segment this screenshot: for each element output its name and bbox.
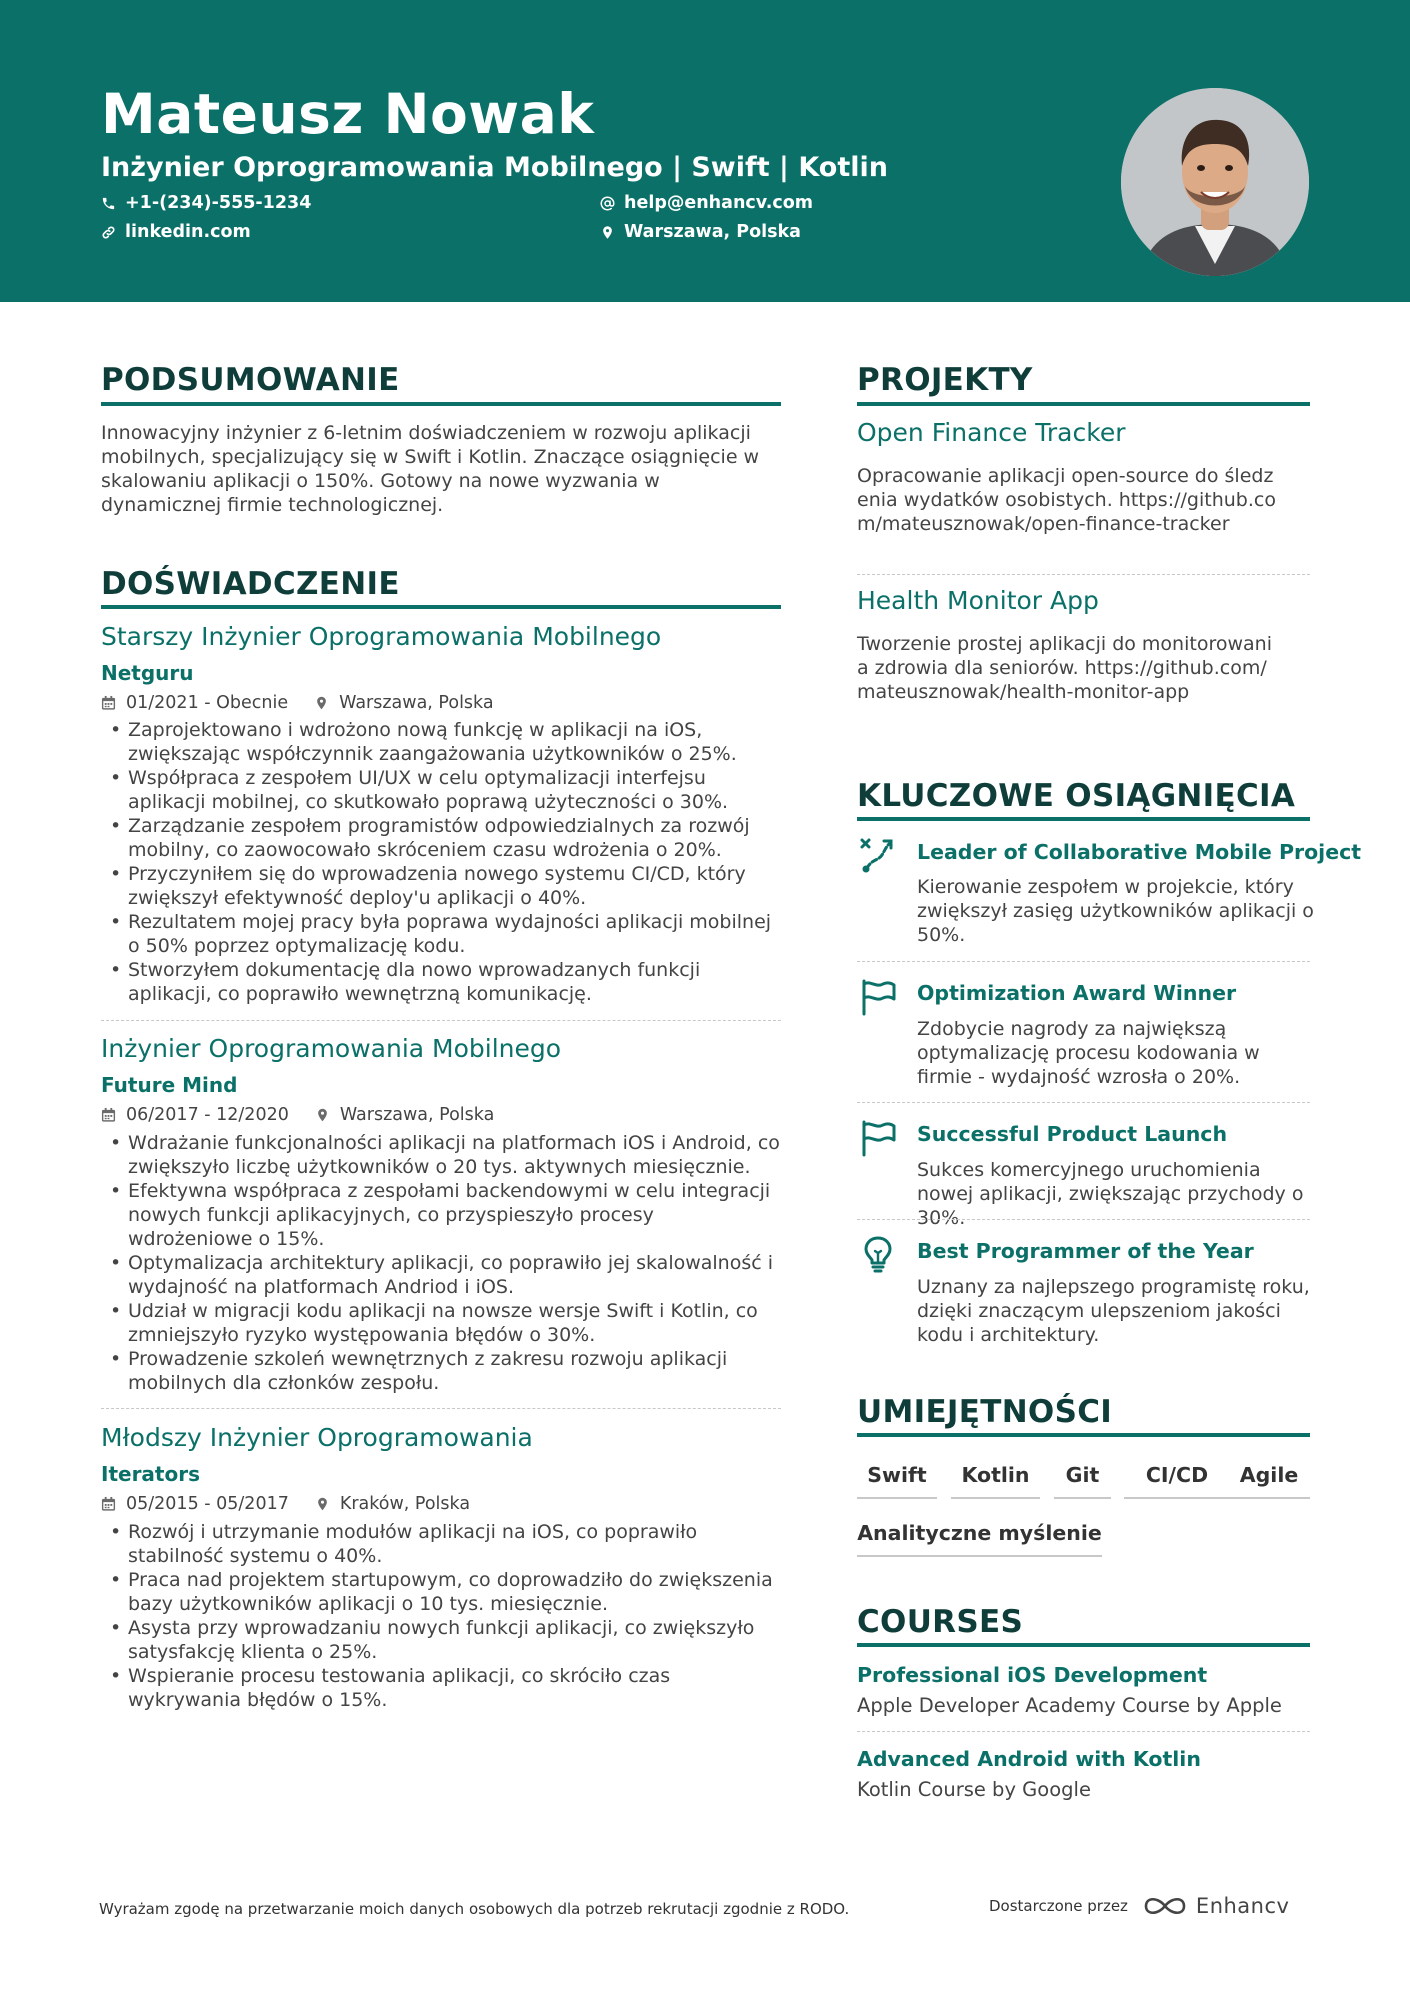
achievement-description: Uznany za najlepszego programistę roku, dzięki znaczącym ulepszeniom jakości kodu i architektury. bbox=[917, 1276, 1310, 1346]
link-icon bbox=[101, 225, 116, 240]
location-pin-icon bbox=[315, 1107, 330, 1123]
achievement-title: Best Programmer of the Year bbox=[917, 1239, 1254, 1263]
list-item: • Zaprojektowano i wdrożono nową funkcję w aplikacji na iOS, zwiększając współczynnik zaangażowania użytkowników o 25%. bbox=[101, 718, 781, 766]
skill-tag: Swift bbox=[857, 1463, 937, 1499]
achievement-separator bbox=[857, 961, 1310, 962]
list-item: • Wspieranie procesu testowania aplikacji, co skróciło czas wykrywania błędów o 15%. bbox=[101, 1664, 781, 1712]
flag-icon bbox=[858, 1118, 898, 1158]
job-dates: 06/2017 - 12/2020 bbox=[126, 1105, 289, 1125]
achievement-title: Optimization Award Winner bbox=[917, 981, 1237, 1005]
phone-text: +1-(234)-555-1234 bbox=[125, 193, 312, 213]
candidate-title: Inżynier Oprogramowania Mobilnego | Swift | Kotlin bbox=[101, 152, 888, 183]
job-meta bbox=[101, 1494, 470, 1514]
job-role: Starszy Inżynier Oprogramowania Mobilnego bbox=[101, 622, 662, 651]
job-meta bbox=[101, 1105, 494, 1125]
list-item: • Optymalizacja architektury aplikacji, co poprawiło jej skalowalność i wydajność na platformach Andriod i iOS. bbox=[101, 1251, 781, 1299]
list-item: • Stworzyłem dokumentację dla nowo wprowadzanych funkcji aplikacji, co poprawiło wewnętrzną komunikację. bbox=[101, 958, 781, 1006]
job-separator bbox=[101, 1408, 781, 1409]
courses-heading: COURSES bbox=[857, 1604, 1024, 1640]
job-role: Młodszy Inżynier Oprogramowania bbox=[101, 1423, 533, 1452]
achievements-divider bbox=[857, 817, 1310, 821]
project-title: Health Monitor App bbox=[857, 586, 1099, 615]
achievements-heading: KLUCZOWE OSIĄGNIĘCIA bbox=[857, 778, 1296, 814]
job-location: Warszawa, Polska bbox=[339, 1105, 495, 1125]
skill-tag: Analityczne myślenie bbox=[857, 1521, 1102, 1557]
list-item: • Przyczyniłem się do wprowadzenia nowego systemu CI/CD, który zwiększył efektywność deploy'u aplikacji o 40%. bbox=[101, 862, 781, 910]
phone-contact[interactable] bbox=[101, 193, 311, 213]
course-provider: Apple Developer Academy Course by Apple bbox=[857, 1694, 1282, 1717]
job-dates: 05/2015 - 05/2017 bbox=[126, 1494, 289, 1514]
course-provider: Kotlin Course by Google bbox=[857, 1778, 1091, 1801]
job-company: Future Mind bbox=[101, 1073, 238, 1097]
list-item: • Udział w migracji kodu aplikacji na nowsze wersje Swift i Kotlin, co zmniejszyło ryzyko występowania błędów o 30%. bbox=[101, 1299, 781, 1347]
list-item: • Praca nad projektem startupowym, co doprowadziło do zwiększenia bazy użytkowników aplikacji o 10 tys. miesięcznie. bbox=[101, 1568, 781, 1616]
skill-tag: Git bbox=[1054, 1463, 1111, 1499]
job-location: Warszawa, Polska bbox=[339, 693, 494, 713]
job-company: Netguru bbox=[101, 661, 194, 685]
achievement-description: Zdobycie nagrody za największą optymalizację procesu kodowania w firmie - wydajność wzrosła o 20%. bbox=[917, 1018, 1260, 1088]
experience-heading: DOŚWIADCZENIE bbox=[101, 566, 400, 602]
location-contact bbox=[600, 222, 801, 242]
achievement-separator bbox=[857, 1102, 1310, 1103]
list-item: • Prowadzenie szkoleń wewnętrznych z zakresu rozwoju aplikacji mobilnych dla członków zespołu. bbox=[101, 1347, 781, 1395]
skill-tag: Kotlin bbox=[951, 1463, 1040, 1499]
skills-divider bbox=[857, 1433, 1310, 1437]
achievement-separator bbox=[857, 1219, 1310, 1220]
location-pin-icon bbox=[314, 695, 329, 711]
project-title: Open Finance Tracker bbox=[857, 418, 1126, 447]
job-meta bbox=[101, 693, 494, 713]
at-sign-icon bbox=[600, 196, 615, 211]
candidate-name: Mateusz Nowak bbox=[101, 82, 595, 146]
project-description: Tworzenie prostej aplikacji do monitorowania zdrowia dla seniorów. https://github.com/mateusznowak/health-monitor-app bbox=[857, 633, 1272, 703]
job-separator bbox=[101, 1020, 781, 1021]
job-location: Kraków, Polska bbox=[339, 1494, 471, 1514]
skills-heading: UMIEJĘTNOŚCI bbox=[857, 1394, 1113, 1430]
location-text: Warszawa, Polska bbox=[624, 222, 801, 242]
job-dates: 01/2021 - Obecnie bbox=[126, 693, 289, 713]
list-item: • Efektywna współpraca z zespołami backendowymi w celu integracji nowych funkcji aplikacyjnych, co przyspieszyło procesy wdrożeniowe o 15%. bbox=[101, 1179, 781, 1251]
email-text: help@enhancv.com bbox=[624, 193, 814, 213]
project-separator bbox=[857, 574, 1310, 575]
resume-header bbox=[0, 0, 1410, 302]
list-item: • Asysta przy wprowadzaniu nowych funkcji aplikacji, co zwiększyło satysfakcję klienta o 25%. bbox=[101, 1616, 781, 1664]
powered-by[interactable] bbox=[989, 1893, 1289, 1919]
lightbulb-icon bbox=[858, 1234, 898, 1274]
calendar-icon bbox=[101, 1496, 116, 1512]
list-item: • Współpraca z zespołem UI/UX w celu optymalizacji interfejsu aplikacji mobilnej, co skutkowało poprawą użyteczności o 30%. bbox=[101, 766, 781, 814]
course-title: Professional iOS Development bbox=[857, 1663, 1208, 1687]
calendar-icon bbox=[101, 1107, 116, 1123]
projects-heading: PROJEKTY bbox=[857, 362, 1033, 398]
powered-by-text: Dostarczone przez bbox=[989, 1897, 1128, 1915]
location-pin-icon bbox=[315, 1496, 330, 1512]
projects-divider bbox=[857, 402, 1310, 406]
achievement-title: Successful Product Launch bbox=[917, 1122, 1228, 1146]
achievement-description: Sukces komercyjnego uruchomienia nowej aplikacji, zwiększając przychody o 30%. bbox=[917, 1159, 1304, 1229]
enhancv-logo-icon bbox=[1142, 1893, 1188, 1919]
courses-divider bbox=[857, 1643, 1310, 1647]
list-item: • Rezultatem mojej pracy była poprawa wydajności aplikacji mobilnej o 50% poprzez optymalizację kodu. bbox=[101, 910, 781, 958]
experience-divider bbox=[101, 605, 781, 609]
profile-photo bbox=[1121, 88, 1309, 276]
list-item: • Wdrażanie funkcjonalności aplikacji na platformach iOS i Android, co zwiększyło liczbę użytkowników o 20 tys. aktywnych miesięcznie. bbox=[101, 1131, 781, 1179]
email-contact[interactable] bbox=[600, 193, 813, 213]
course-separator bbox=[857, 1731, 1310, 1732]
summary-heading: PODSUMOWANIE bbox=[101, 362, 400, 398]
list-item: • Zarządzanie zespołem programistów odpowiedzialnych za rozwój mobilny, co zaowocowało skróceniem czasu wdrożenia o 20%. bbox=[101, 814, 781, 862]
project-description: Opracowanie aplikacji open-source do śledzenia wydatków osobistych. https://github.com/mateusznowak/open-finance-tracker bbox=[857, 465, 1276, 535]
strategy-icon bbox=[858, 835, 898, 875]
summary-text: Innowacyjny inżynier z 6-letnim doświadczeniem w rozwoju aplikacji mobilnych, specjalizujący się w Swift i Kotlin. Znaczące osiągnięcie w skalowaniu aplikacji o 150%. Gotowy na nowe wyzwania w dynamicznej firmie technologicznej. bbox=[101, 422, 760, 516]
linkedin-text: linkedin.com bbox=[125, 222, 251, 242]
job-role: Inżynier Oprogramowania Mobilnego bbox=[101, 1034, 562, 1063]
brand-name: Enhancv bbox=[1195, 1894, 1290, 1918]
flag-icon bbox=[858, 977, 898, 1017]
linkedin-contact[interactable] bbox=[101, 222, 251, 242]
summary-divider bbox=[101, 402, 781, 406]
skill-tag: CI/CD bbox=[1124, 1463, 1230, 1499]
course-title: Advanced Android with Kotlin bbox=[857, 1747, 1201, 1771]
calendar-icon bbox=[101, 695, 116, 711]
location-pin-icon bbox=[600, 225, 615, 240]
job-bullets bbox=[101, 1520, 781, 1712]
job-bullets bbox=[101, 718, 781, 1006]
skill-tag: Agile bbox=[1228, 1463, 1310, 1499]
achievement-title: Leader of Collaborative Mobile Project bbox=[917, 840, 1362, 864]
job-bullets bbox=[101, 1131, 781, 1395]
achievement-description: Kierowanie zespołem w projekcie, który zwiększył zasięg użytkowników aplikacji o 50%. bbox=[917, 876, 1314, 946]
list-item: • Rozwój i utrzymanie modułów aplikacji na iOS, co poprawiło stabilność systemu o 40%. bbox=[101, 1520, 781, 1568]
gdpr-consent: Wyrażam zgodę na przetwarzanie moich danych osobowych dla potrzeb rekrutacji zgodnie z RODO. bbox=[99, 1900, 850, 1918]
phone-icon bbox=[101, 196, 116, 211]
job-company: Iterators bbox=[101, 1462, 200, 1486]
